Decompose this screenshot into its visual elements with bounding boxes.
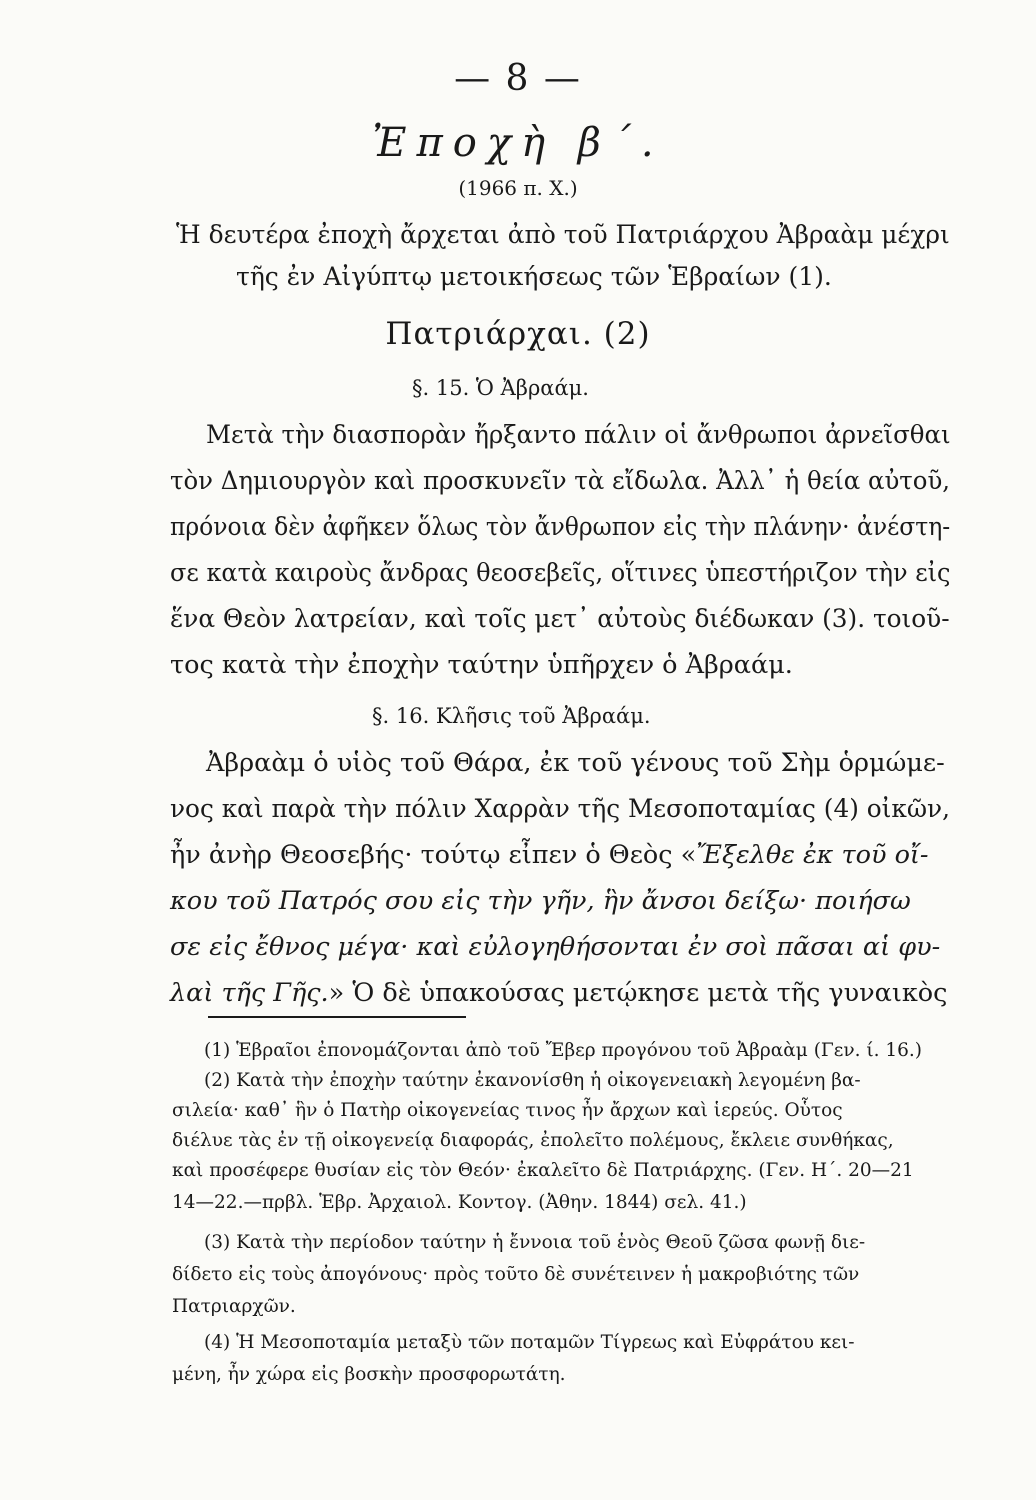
quotation-line: σε εἰς ἔθνος μέγα· καὶ εὐλογηθήσονται ἐν σοὶ πᾶσαι αἱ φυ-	[170, 932, 941, 962]
quotation-text: λαὶ τῆς Γῆς.	[170, 978, 329, 1008]
paragraph-line: Μετὰ τὴν διασπορὰν ἤρξαντο πάλιν οἱ ἄνθρωποι ἀρνεῖσθαι	[206, 420, 951, 450]
footnote-line: διέλυε τὰς ἐν τῇ οἰκογενείᾳ διαφοράς, ἐπολεῖτο πολέμους, ἔκλειε συνθήκας,	[172, 1130, 894, 1151]
section-16-title: §. 16. Κλῆσις τοῦ Ἀβραάμ.	[372, 704, 651, 728]
paragraph-line	[170, 978, 947, 1008]
paragraph-line: σε κατὰ καιροὺς ἄνδρας θεοσεβεῖς, οἵτινες ὑπεστήριζον τὴν εἰς	[170, 558, 951, 588]
page-number: — 8 —	[454, 58, 582, 99]
footnote-2: (2) Κατὰ τὴν ἐποχὴν ταύτην ἐκανονίσθη ἡ οἰκογενειακὴ λεγομένη βα-	[204, 1070, 861, 1091]
paragraph-text: ἦν ἀνὴρ Θεοσεβής· τούτῳ εἶπεν ὁ Θεὸς «	[170, 840, 697, 870]
paragraph-line: ἕνα Θεὸν λατρείαν, καὶ τοῖς μετ᾽ αὐτοὺς διέδωκαν (3). τοιοῦ-	[170, 604, 950, 634]
section-15-title: §. 15. Ὁ Ἀβραάμ.	[412, 376, 589, 400]
footnote-3: (3) Κατὰ τὴν περίοδον ταύτην ἡ ἔννοια τοῦ ἑνὸς Θεοῦ ζῶσα φωνῇ διε-	[204, 1232, 866, 1253]
footnote-1: (1) Ἑβραῖοι ἐπονομάζονται ἀπὸ τοῦ Ἔβερ προγόνου τοῦ Ἀβραὰμ (Γεν. ί. 16.)	[204, 1040, 922, 1061]
footnote-line: μένη, ἦν χώρα εἰς βοσκὴν προσφορωτάτη.	[172, 1364, 566, 1385]
quotation-text: Ἔξελθε ἐκ τοῦ οἴ-	[696, 840, 929, 870]
footnote-line: καὶ προσέφερε θυσίαν εἰς τὸν Θεόν· ἐκαλεῖτο δὲ Πατριάρχης. (Γεν. Η΄. 20—21	[172, 1160, 914, 1181]
epoch-title: Ἐποχὴ β΄.	[372, 120, 664, 166]
footnote-4: (4) Ἡ Μεσοποταμία μεταξὺ τῶν ποταμῶν Τίγρεως καὶ Εὐφράτου κει-	[204, 1332, 855, 1353]
paragraph-line: τος κατὰ τὴν ἐποχὴν ταύτην ὑπῆρχεν ὁ Ἀβραάμ.	[170, 650, 793, 680]
paragraph-line: νος καὶ παρὰ τὴν πόλιν Χαρρὰν τῆς Μεσοποταμίας (4) οἰκῶν,	[170, 794, 950, 824]
intro-line-2: τῆς ἐν Αἰγύπτῳ μετοικήσεως τῶν Ἑβραίων (1).	[236, 262, 832, 291]
epoch-date: (1966 π. Χ.)	[458, 176, 578, 200]
footnote-line: σιλεία· καθ᾽ ἣν ὁ Πατὴρ οἰκογενείας τινος ἦν ἄρχων καὶ ἱερεύς. Οὗτος	[172, 1100, 843, 1121]
paragraph-text: » Ὁ δὲ ὑπακούσας μετῴκησε μετὰ τῆς γυναικὸς	[328, 978, 948, 1008]
quotation-line: κου τοῦ Πατρός σου εἰς τὴν γῆν, ἣν ἄνσοι δείξω· ποιήσω	[170, 886, 911, 916]
intro-line-1: Ἡ δευτέρα ἐποχὴ ἄρχεται ἀπὸ τοῦ Πατριάρχου Ἀβραὰμ μέχρι	[176, 220, 950, 249]
footnote-divider	[208, 1016, 466, 1018]
paragraph-line: τὸν Δημιουργὸν καὶ προσκυνεῖν τὰ εἴδωλα. Ἀλλ᾽ ἡ θεία αὐτοῦ,	[170, 466, 951, 496]
section-heading: Πατριάρχαι. (2)	[385, 316, 651, 352]
paragraph-line	[170, 840, 929, 870]
paragraph-line: πρόνοια δὲν ἀφῆκεν ὅλως τὸν ἄνθρωπον εἰς τὴν πλάνην· ἀνέστη-	[170, 512, 951, 542]
footnote-line: Πατριαρχῶν.	[172, 1296, 296, 1317]
footnote-line: δίδετο εἰς τοὺς ἀπογόνους· πρὸς τοῦτο δὲ συνέτεινεν ἡ μακροβιότης τῶν	[172, 1264, 860, 1285]
paragraph-line: Ἀβραὰμ ὁ υἱὸς τοῦ Θάρα, ἐκ τοῦ γένους τοῦ Σὴμ ὁρμώμε-	[206, 748, 945, 778]
footnote-line: 14—22.—πρβλ. Ἑβρ. Ἀρχαιολ. Κοντογ. (Ἀθην. 1844) σελ. 41.)	[172, 1192, 747, 1213]
